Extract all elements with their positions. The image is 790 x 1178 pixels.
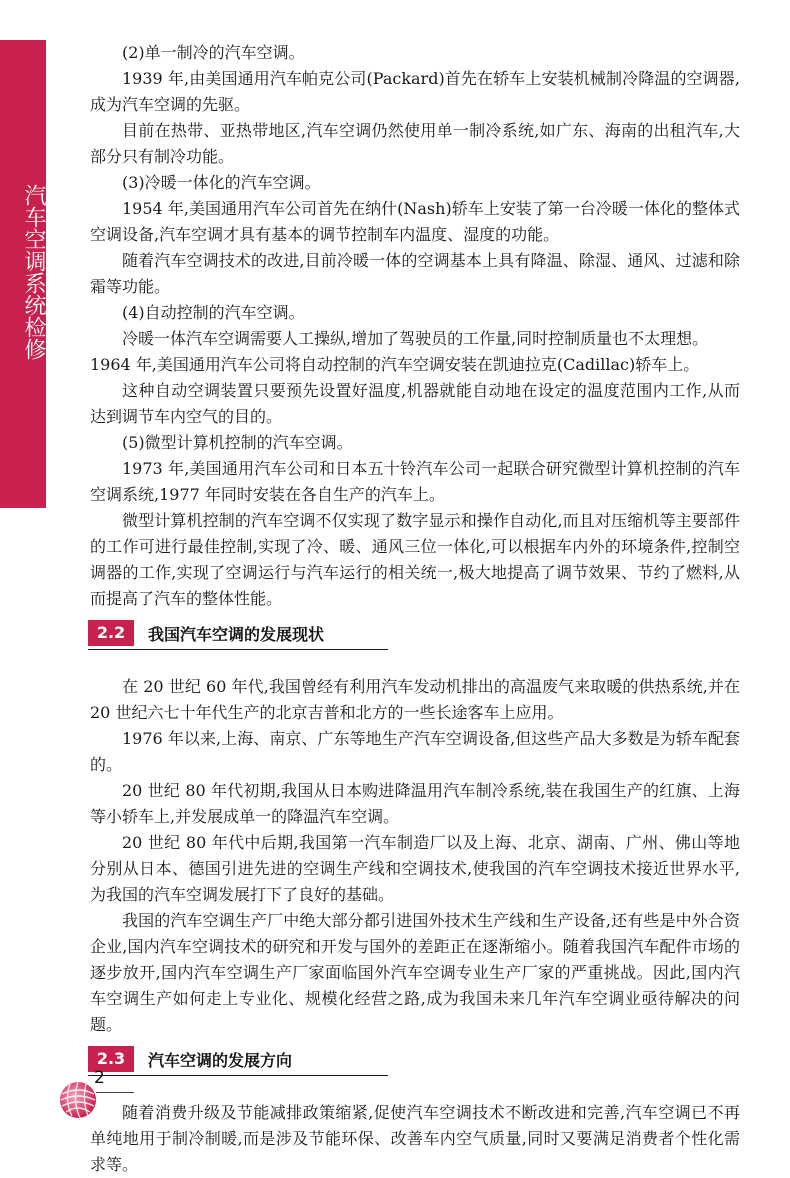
side-tab-label: 汽车空调系统检修 [21, 184, 46, 360]
body-paragraph: 冷暖一体汽车空调需要人工操纵,增加了驾驶员的工作量,同时控制质量也不太理想。 [122, 329, 709, 348]
body-paragraph: 这种自动空调装置只要预先设置好温度,机器就能自动地在设定的温度范围内工作,从而达到调节车内空气的目的。 [90, 381, 740, 426]
body-paragraph: (5)微型计算机控制的汽车空调。 [122, 433, 353, 452]
body-paragraph: 20 世纪 80 年代初期,我国从日本购进降温用汽车制冷系统,装在我国生产的红旗、上海等小轿车上,并发展成单一的降温汽车空调。 [90, 781, 740, 826]
body-paragraph: 我国的汽车空调生产厂中绝大部分都引进国外技术生产线和生产设备,还有些是中外合资企业,国内汽车空调技术的研究和开发与国外的差距正在逐渐缩小。随着我国汽车配件市场的逐步放开,国内汽车空调生产厂家面临国外汽车空调专业生产厂家的严重挑战。因此,国内汽车空调生产如何走上专业化、规模化经营之路,成为我国未来几年汽车空调业亟待解决的问题。 [90, 911, 740, 1034]
page-body [90, 40, 740, 1178]
page-number: 2 [94, 1068, 105, 1088]
body-paragraph: (3)冷暖一体化的汽车空调。 [122, 173, 321, 192]
body-paragraph: 微型计算机控制的汽车空调不仅实现了数字显示和操作自动化,而且对压缩机等主要部件的工作可进行最佳控制,实现了冷、暖、通风三位一体化,可以根据车内外的环境条件,控制空调器的工作,实现了空调运行与汽车运行的相关统一,极大地提高了调节效果、节约了燃料,从而提高了汽车的整体性能。 [90, 511, 740, 608]
page-number-rule [96, 1092, 134, 1093]
section-title: 我国汽车空调的发展现状 [148, 624, 325, 644]
body-paragraph: 在 20 世纪 60 年代,我国曾经有利用汽车发动机排出的高温废气来取暖的供热系统,并在 20 世纪六七十年代生产的北京吉普和北方的一些长途客车上应用。 [90, 677, 740, 722]
body-paragraph: 20 世纪 80 年代中后期,我国第一汽车制造厂以及上海、北京、湖南、广州、佛山等地分别从日本、德国引进先进的空调生产线和空调技术,使我国的汽车空调技术接近世界水平,为我国的汽车空调发展打下了良好的基础。 [90, 833, 740, 904]
body-paragraph: 1939 年,由美国通用汽车帕克公司(Packard)首先在轿车上安装机械制冷降温的空调器,成为汽车空调的先驱。 [90, 69, 740, 114]
section-number-badge: 2.3 [88, 1046, 134, 1072]
section-underline [88, 649, 388, 650]
section-number-badge: 2.2 [88, 620, 134, 646]
body-paragraph: 随着消费升级及节能减排政策缩紧,促使汽车空调技术不断改进和完善,汽车空调已不再单纯地用于制冷制暖,而是涉及节能环保、改善车内空气质量,同时又要满足消费者个性化需求等。 [90, 1103, 740, 1174]
section-heading [88, 1044, 740, 1074]
body-paragraph: 1976 年以来,上海、南京、广东等地生产汽车空调设备,但这些产品大多数是为轿车配套的。 [90, 729, 740, 774]
body-paragraph: (2)单一制冷的汽车空调。 [122, 43, 305, 62]
body-paragraph: (4)自动控制的汽车空调。 [122, 303, 305, 322]
section-title: 汽车空调的发展方向 [148, 1050, 293, 1070]
body-paragraph: 1964 年,美国通用汽车公司将自动控制的汽车空调安装在凯迪拉克(Cadillac)轿车上。 [90, 355, 700, 374]
section-heading [88, 618, 740, 648]
body-paragraph: 1954 年,美国通用汽车公司首先在纳什(Nash)轿车上安装了第一台冷暖一体化的整体式空调设备,汽车空调才具有基本的调节控制车内温度、湿度的功能。 [90, 199, 740, 244]
body-paragraph: 1973 年,美国通用汽车公司和日本五十铃汽车公司一起联合研究微型计算机控制的汽车空调系统,1977 年同时安装在各自生产的汽车上。 [90, 459, 740, 504]
body-paragraph: 随着汽车空调技术的改进,目前冷暖一体的空调基本上具有降温、除湿、通风、过滤和除霜等功能。 [90, 251, 740, 296]
body-paragraph: 目前在热带、亚热带地区,汽车空调仍然使用单一制冷系统,如广东、海南的出租汽车,大部分只有制冷功能。 [90, 121, 740, 166]
